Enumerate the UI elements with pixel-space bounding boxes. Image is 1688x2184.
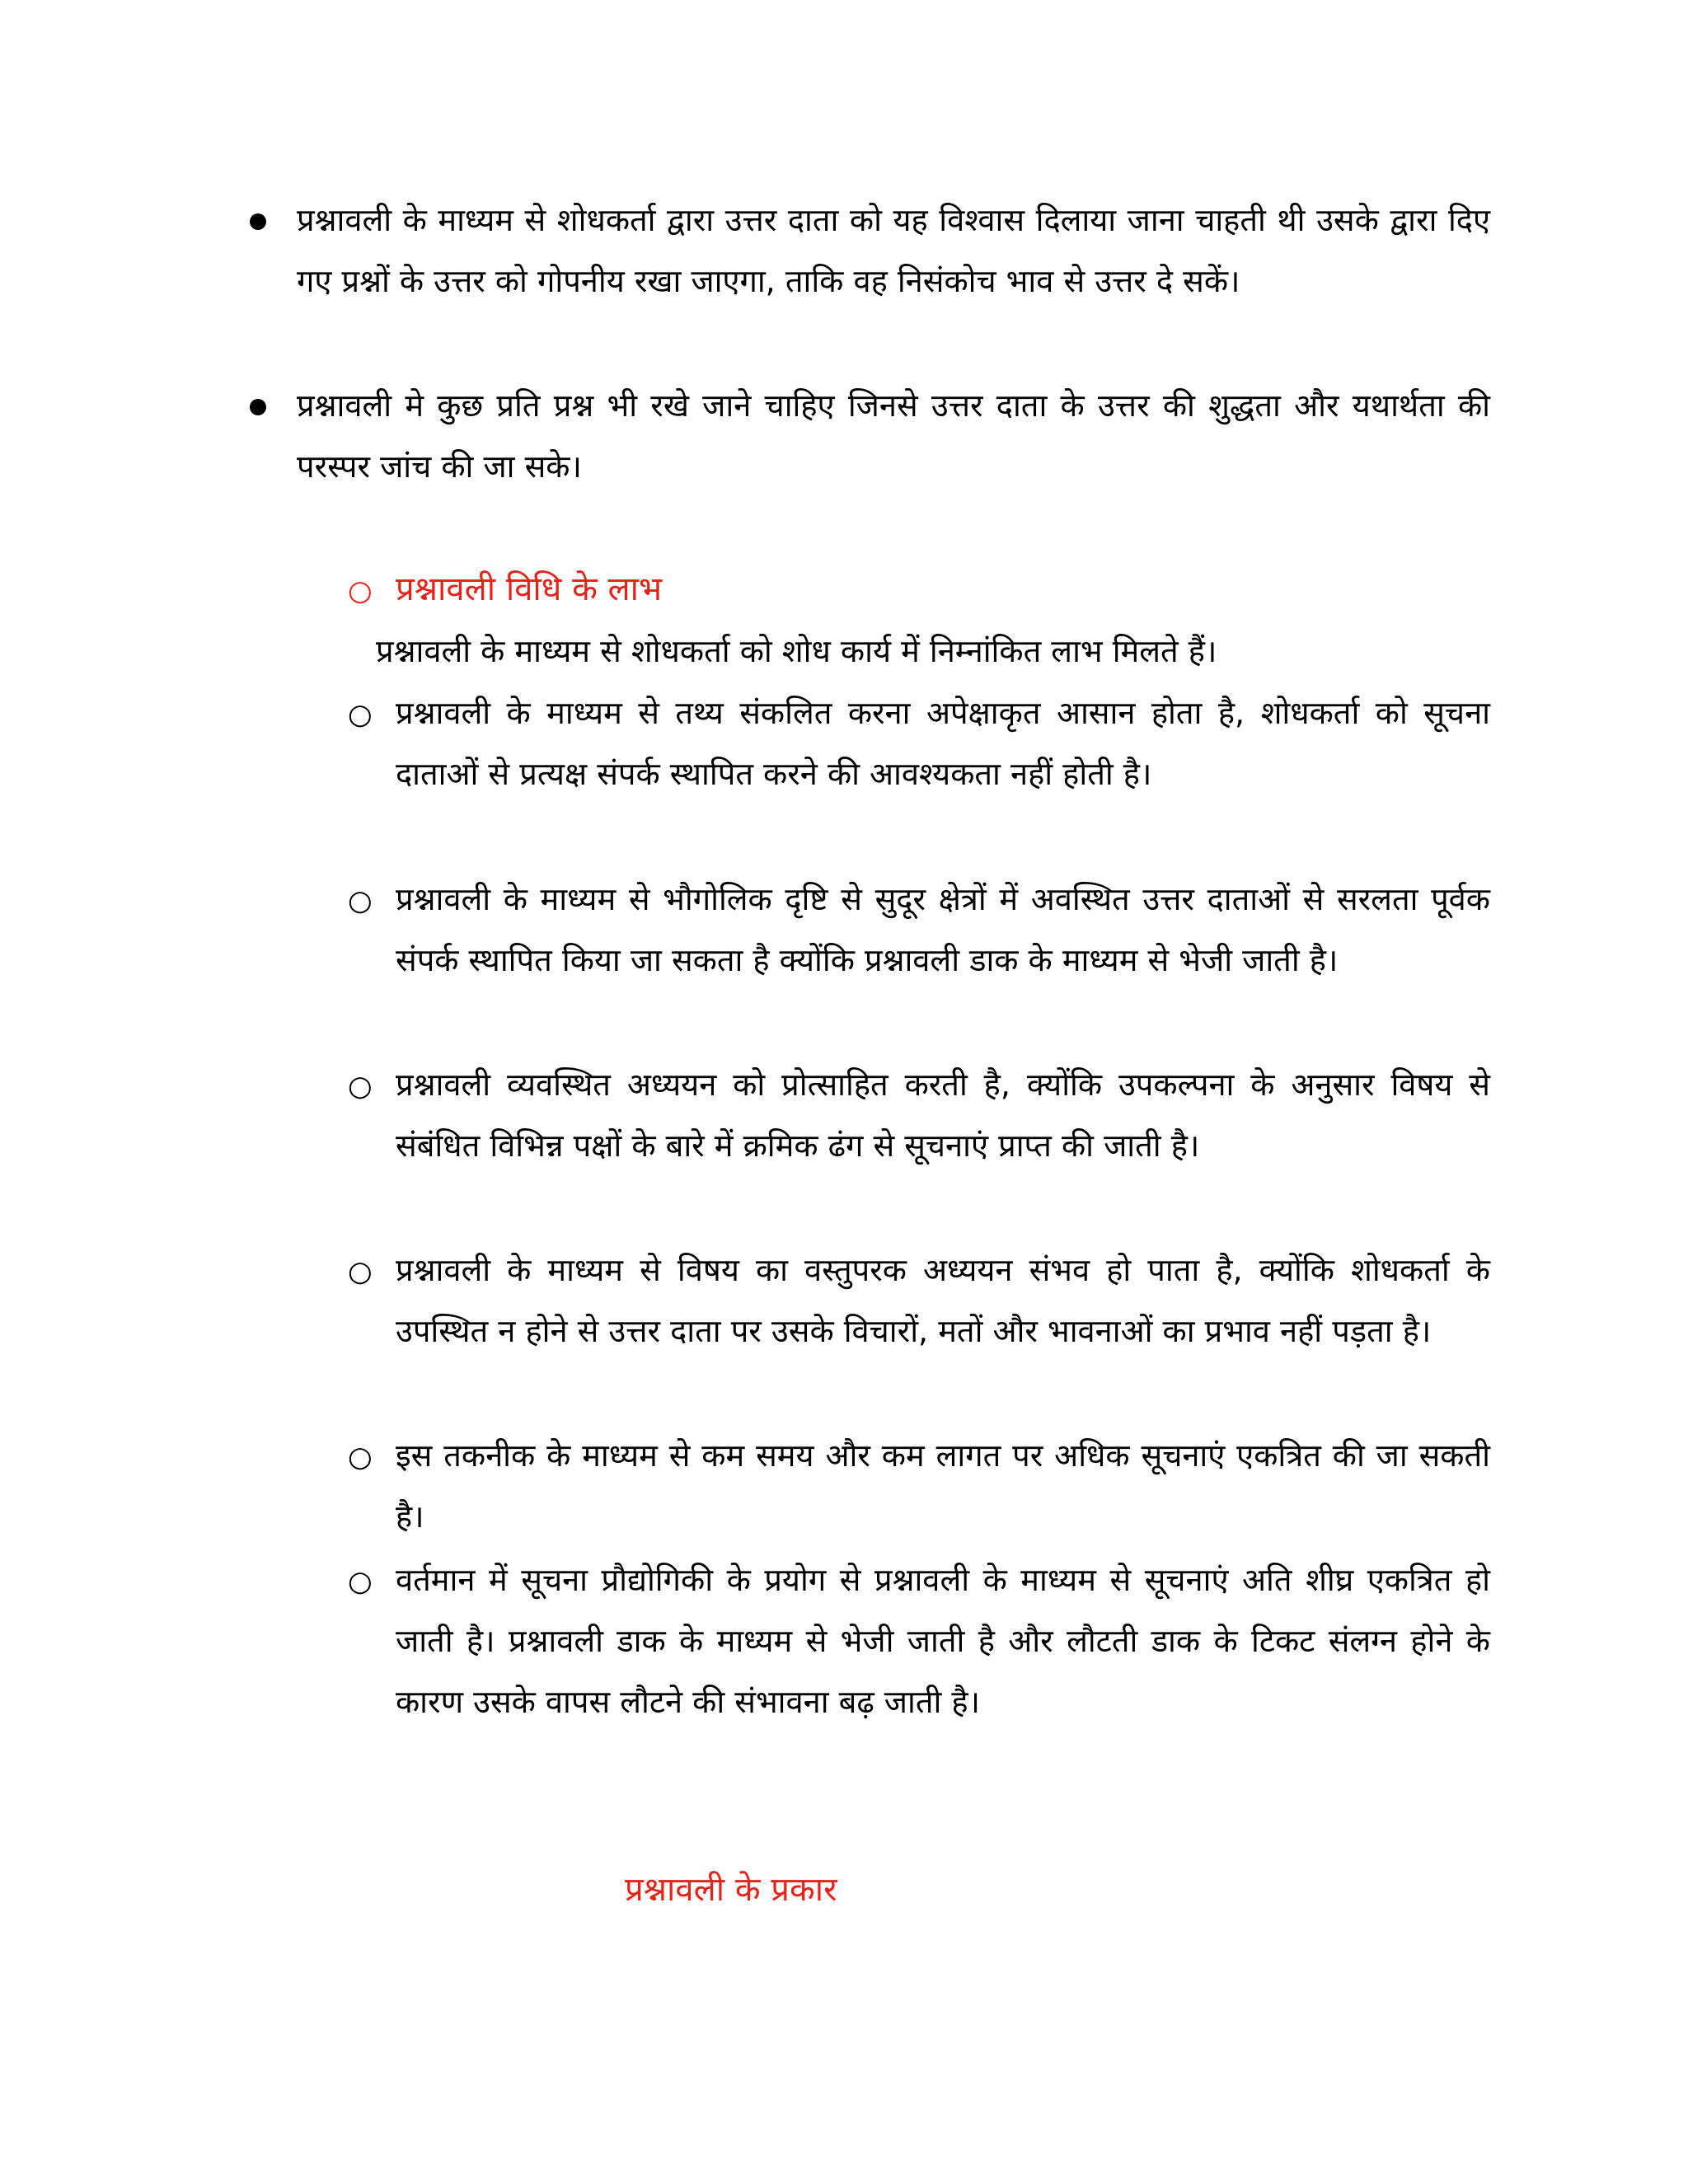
advantage-item-1: प्रश्नावली के माध्यम से तथ्य संकलित करना अपेक्षाकृत आसान होता है, शोधकर्ता को सूचना दाताओं से प्रत्यक्ष संपर्क स्थापित करने की आवश्यकता नहीं होती है। — [396, 695, 1490, 792]
bullet-dot — [250, 399, 266, 415]
bullet-paragraph-2: प्रश्नावली मे कुछ प्रति प्रश्न भी रखे जाने चाहिए जिनसे उत्तर दाता के उत्तर की शुद्धता और यथार्थता की परस्पर जांच की जा सके। — [297, 387, 1490, 485]
advantage-item-2: प्रश्नावली के माध्यम से भौगोलिक दृष्टि से सुदूर क्षेत्रों में अवस्थित उत्तर दाताओं से सरलता पूर्वक संपर्क स्थापित किया जा सकता है क्योंकि प्रश्नावली डाक के माध्यम से भेजी जाती है। — [396, 881, 1490, 978]
bullet-dot — [250, 213, 266, 230]
circle-bullet-icon: ○ — [348, 1070, 373, 1103]
types-heading: प्रश्नावली के प्रकार — [625, 1871, 837, 1909]
bullet-paragraph-1: प्रश्नावली के माध्यम से शोधकर्ता द्वारा उत्तर दाता को यह विश्वास दिलाया जाना चाहती थी उसके द्वारा दिए गए प्रश्नों के उत्तर को गोपनीय रखा जाएगा, ताकि वह निसंकोच भाव से उत्तर दे सकें। — [297, 202, 1490, 299]
advantage-item-5: इस तकनीक के माध्यम से कम समय और कम लागत पर अधिक सूचनाएं एकत्रित की जा सकती है। — [396, 1437, 1490, 1535]
section-heading: प्रश्नावली विधि के लाभ — [396, 570, 663, 608]
circle-bullet-icon: ○ — [348, 884, 373, 917]
advantage-item-6: वर्तमान में सूचना प्रौद्योगिकी के प्रयोग से प्रश्नावली के माध्यम से सूचनाएं अति शीघ्र एकत्रित हो जाती है। प्रश्नावली डाक के माध्यम से भेजी जाती है और लौटती डाक के टिकट संलग्न होने के कारण उसके वापस लौटने की संभावना बढ़ जाती है। — [396, 1562, 1490, 1720]
circle-bullet-icon: ○ — [348, 698, 373, 731]
circle-bullet-icon: ○ — [348, 1255, 373, 1288]
section-intro: प्रश्नावली के माध्यम से शोधकर्ता को शोध कार्य में निम्नांकित लाभ मिलते हैं। — [376, 633, 1217, 669]
advantage-item-3: प्रश्नावली व्यवस्थित अध्ययन को प्रोत्साहित करती है, क्योंकि उपकल्पना के अनुसार विषय से संबंधित विभिन्न पक्षों के बारे में क्रमिक ढंग से सूचनाएं प्राप्त की जाती है। — [396, 1066, 1490, 1164]
circle-bullet-icon: ○ — [348, 1441, 373, 1474]
circle-bullet-icon: ○ — [348, 1565, 373, 1598]
circle-bullet-icon: ○ — [348, 574, 373, 607]
advantage-item-4: प्रश्नावली के माध्यम से विषय का वस्तुपरक अध्ययन संभव हो पाता है, क्योंकि शोधकर्ता के उपस्थित न होने से उत्तर दाता पर उसके विचारों, मतों और भावनाओं का प्रभाव नहीं पड़ता है। — [396, 1252, 1490, 1349]
